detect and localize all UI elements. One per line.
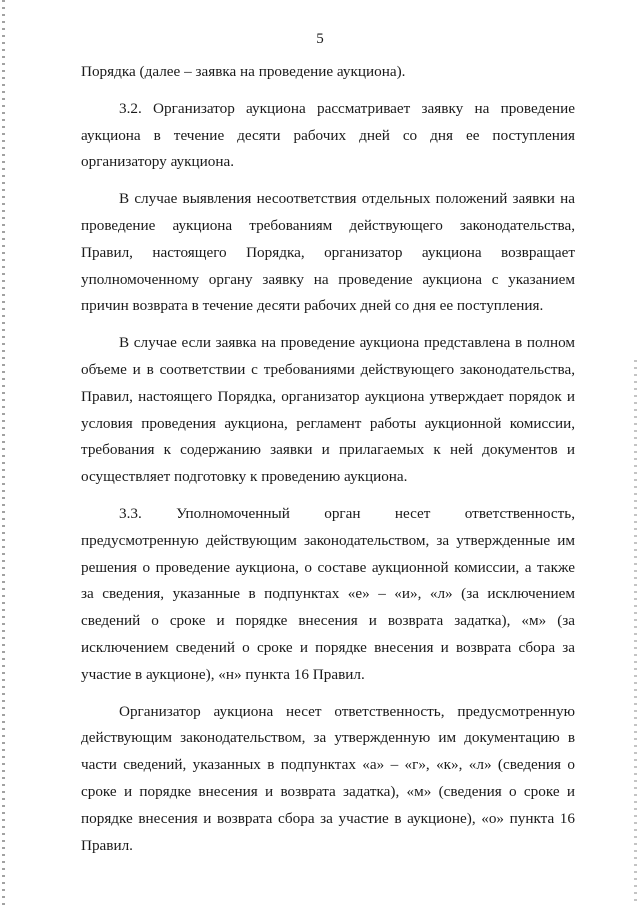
text-line: Организатор аукциона несет ответственность, предусмотренную bbox=[119, 702, 575, 720]
text-line: участие в аукционе), «н» пункта 16 Правил. bbox=[81, 665, 365, 683]
text-line: требования к содержанию заявки и прилагаемых к ней документов и bbox=[81, 441, 575, 459]
page-number: 5 bbox=[316, 31, 324, 47]
text-line: сроке и порядке внесения и возврата задатка), «м» (сведения о сроке и bbox=[81, 782, 575, 800]
paragraph-gap bbox=[81, 491, 575, 501]
text-line: предусмотренную действующим законодательством, за утвержденные им bbox=[81, 531, 575, 549]
text-line: В случае выявления несоответствия отдельных положений заявки на bbox=[119, 190, 575, 208]
text-line: причин возврата в течение десяти рабочих дней со дня ее поступления. bbox=[81, 297, 544, 315]
text-line: сведений о сроке и порядке внесения и возврата задатка), «м» (за bbox=[81, 612, 575, 630]
text-line: решения о проведение аукциона, о составе аукционной комиссии, а также bbox=[81, 558, 575, 576]
text-line: Порядка (далее – заявка на проведение аукциона). bbox=[81, 63, 406, 80]
scan-edge-marks bbox=[2, 0, 5, 905]
text-line: аукциона в течение десяти рабочих дней со дня ее поступления bbox=[81, 126, 575, 144]
text-line: части сведений, указанных в подпунктах «а» – «г», «к», «л» (сведения о bbox=[81, 756, 575, 774]
paragraph bbox=[81, 699, 575, 860]
text-line: условия проведения аукциона, регламент работы аукционной комиссии, bbox=[81, 414, 575, 432]
paragraph bbox=[81, 501, 575, 689]
text-line: 3.3. Уполномоченный орган несет ответственность, bbox=[119, 504, 575, 522]
text-line: за сведения, указанные в подпунктах «е» – «и», «л» (за исключением bbox=[81, 585, 575, 603]
paragraph-gap bbox=[81, 176, 575, 186]
text-line: уполномоченному органу заявку на проведение аукциона с указанием bbox=[81, 270, 575, 288]
document-body bbox=[81, 59, 575, 859]
text-line: организатору аукциона. bbox=[81, 153, 235, 171]
text-line: 3.2. Организатор аукциона рассматривает заявку на проведение bbox=[119, 99, 575, 117]
text-line: порядке внесения и возврата сбора за участие в аукционе), «о» пункта 16 bbox=[81, 809, 575, 827]
paragraph bbox=[81, 186, 575, 320]
scan-edge-marks-right bbox=[634, 360, 637, 905]
text-line: действующим законодательством, за утвержденную им документацию в bbox=[81, 729, 575, 747]
paragraph bbox=[81, 59, 575, 86]
paragraph-gap bbox=[81, 86, 575, 96]
paragraph-gap bbox=[81, 689, 575, 699]
paragraph bbox=[81, 330, 575, 491]
text-line: Правил, настоящего Порядка, организатор аукциона утверждает порядок и bbox=[81, 387, 575, 405]
text-line: В случае если заявка на проведение аукциона представлена в полном bbox=[119, 334, 575, 352]
text-line: осуществляет подготовку к проведению аукциона. bbox=[81, 468, 408, 486]
text-line: исключением сведений о сроке и порядке внесения и возврата сбора за bbox=[81, 638, 575, 656]
text-line: проведение аукциона требованиям действующего законодательства, bbox=[81, 216, 575, 234]
text-line: объеме и в соответствии с требованиями действующего законодательства, bbox=[81, 360, 575, 378]
paragraph-gap bbox=[81, 320, 575, 330]
text-line: Правил, настоящего Порядка, организатор аукциона возвращает bbox=[81, 243, 575, 261]
paragraph bbox=[81, 96, 575, 176]
text-line: Правил. bbox=[81, 836, 133, 854]
